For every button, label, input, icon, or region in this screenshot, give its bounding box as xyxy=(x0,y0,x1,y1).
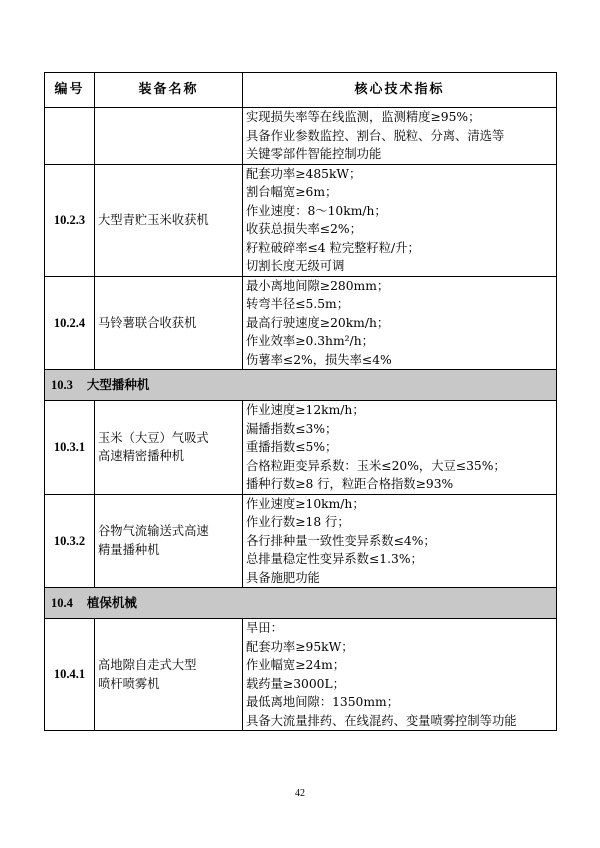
section-row xyxy=(45,588,557,619)
equipment-name-line: 谷物气流输送式高速 xyxy=(98,524,209,539)
spec-line: 载药量≥3000L； xyxy=(246,676,345,691)
section-code: 10.3 xyxy=(51,377,73,392)
spec-line: 实现损失率等在线监测，监测精度≥95%； xyxy=(246,110,481,124)
spec-line: 转弯半径≤5.5m； xyxy=(246,297,350,311)
table-row xyxy=(45,494,557,588)
spec-line: 伤薯率≤2%，损失率≤4% xyxy=(246,352,392,367)
equipment-name-cell xyxy=(95,108,243,165)
item-code xyxy=(45,108,95,165)
header-name: 装备名称 xyxy=(95,73,243,108)
spec-line: 具备作业参数监控、割台、脱粒、分离、清选等 xyxy=(246,128,505,143)
spec-line: 作业行数≥18 行； xyxy=(246,515,350,529)
spec-line: 关键零部件智能控制功能 xyxy=(246,147,382,161)
section-code: 10.4 xyxy=(51,595,73,610)
spec-line: 切割长度无级可调 xyxy=(246,259,345,273)
equipment-name-cell xyxy=(95,401,243,495)
table-header-row xyxy=(45,73,557,108)
spec-line: 具备大流量排药、在线混药、变量喷雾控制等功能 xyxy=(246,713,517,728)
table-row xyxy=(45,108,557,165)
header-code: 编号 xyxy=(45,73,95,108)
section-header xyxy=(45,370,557,401)
spec-line: 旱田： xyxy=(246,621,283,635)
spec-line: 作业速度≥10km/h； xyxy=(246,496,365,511)
equipment-name-line: 喷杆喷雾机 xyxy=(98,676,160,691)
table-row xyxy=(45,276,557,370)
equipment-name-line: 高速精密播种机 xyxy=(98,449,185,464)
equipment-name-line: 玉米（大豆）气吸式 xyxy=(98,430,209,445)
equipment-name-cell xyxy=(95,164,243,276)
spec-line: 重播指数≤5%； xyxy=(246,440,338,454)
spec-line: 具备施肥功能 xyxy=(246,570,320,585)
spec-line: 播种行数≥8 行，粒距合格指数≥93% xyxy=(246,477,454,491)
spec-line: 最小离地间隙≥280mm； xyxy=(246,278,390,293)
spec-line: 各行排种量一致性变异系数≤4%； xyxy=(246,533,436,548)
spec-cell xyxy=(243,619,557,731)
spec-line: 籽粒破碎率≤4 粒完整籽粒/升； xyxy=(246,240,420,255)
equipment-name-cell xyxy=(95,494,243,588)
spec-line: 割台幅宽≥6m； xyxy=(246,185,338,199)
item-code: 10.4.1 xyxy=(45,619,95,731)
item-code: 10.2.3 xyxy=(45,164,95,276)
spec-line: 最高行驶速度≥20km/h； xyxy=(246,315,390,330)
spec-line: 漏播指数≤3%； xyxy=(246,421,338,436)
equipment-name-line: 马铃薯联合收获机 xyxy=(98,315,197,330)
equipment-name-line: 大型青贮玉米收获机 xyxy=(98,212,209,227)
header-spec: 核心技术指标 xyxy=(243,73,557,108)
spec-cell xyxy=(243,494,557,588)
equipment-name-cell xyxy=(95,619,243,731)
table-row xyxy=(45,619,557,731)
section-title: 植保机械 xyxy=(86,594,137,610)
table-row xyxy=(45,401,557,495)
item-code: 10.2.4 xyxy=(45,276,95,370)
spec-cell xyxy=(243,164,557,276)
table-body xyxy=(45,108,557,731)
spec-line: 配套功率≥95kW； xyxy=(246,639,354,654)
spec-line: 收获总损失率≤2%； xyxy=(246,222,362,236)
spec-cell xyxy=(243,401,557,495)
section-row xyxy=(45,370,557,401)
equipment-name-line: 精量播种机 xyxy=(98,542,160,557)
spec-line: 合格粒距变异系数：玉米≤20%，大豆≤35%； xyxy=(246,458,506,473)
table-row xyxy=(45,164,557,276)
equipment-spec-table xyxy=(44,72,557,731)
spec-line: 总排量稳定性变异系数≤1.3%； xyxy=(246,552,423,566)
spec-line: 作业速度≥12km/h； xyxy=(246,403,365,417)
equipment-name-cell xyxy=(95,276,243,370)
spec-cell xyxy=(243,108,557,165)
item-code: 10.3.1 xyxy=(45,401,95,495)
spec-line: 配套功率≥485kW； xyxy=(246,166,362,181)
spec-line: 作业幅宽≥24m； xyxy=(246,658,346,672)
spec-line: 最低离地间隙：1350mm； xyxy=(246,695,399,709)
section-header xyxy=(45,588,557,619)
item-code: 10.3.2 xyxy=(45,494,95,588)
equipment-name-line: 高地隙自走式大型 xyxy=(98,658,197,672)
spec-line: 作业效率≥0.3hm²/h； xyxy=(246,334,374,348)
spec-line: 作业速度：8～10km/h； xyxy=(246,203,387,218)
spec-cell xyxy=(243,276,557,370)
page-number: 42 xyxy=(295,788,305,799)
section-title: 大型播种机 xyxy=(86,376,150,392)
